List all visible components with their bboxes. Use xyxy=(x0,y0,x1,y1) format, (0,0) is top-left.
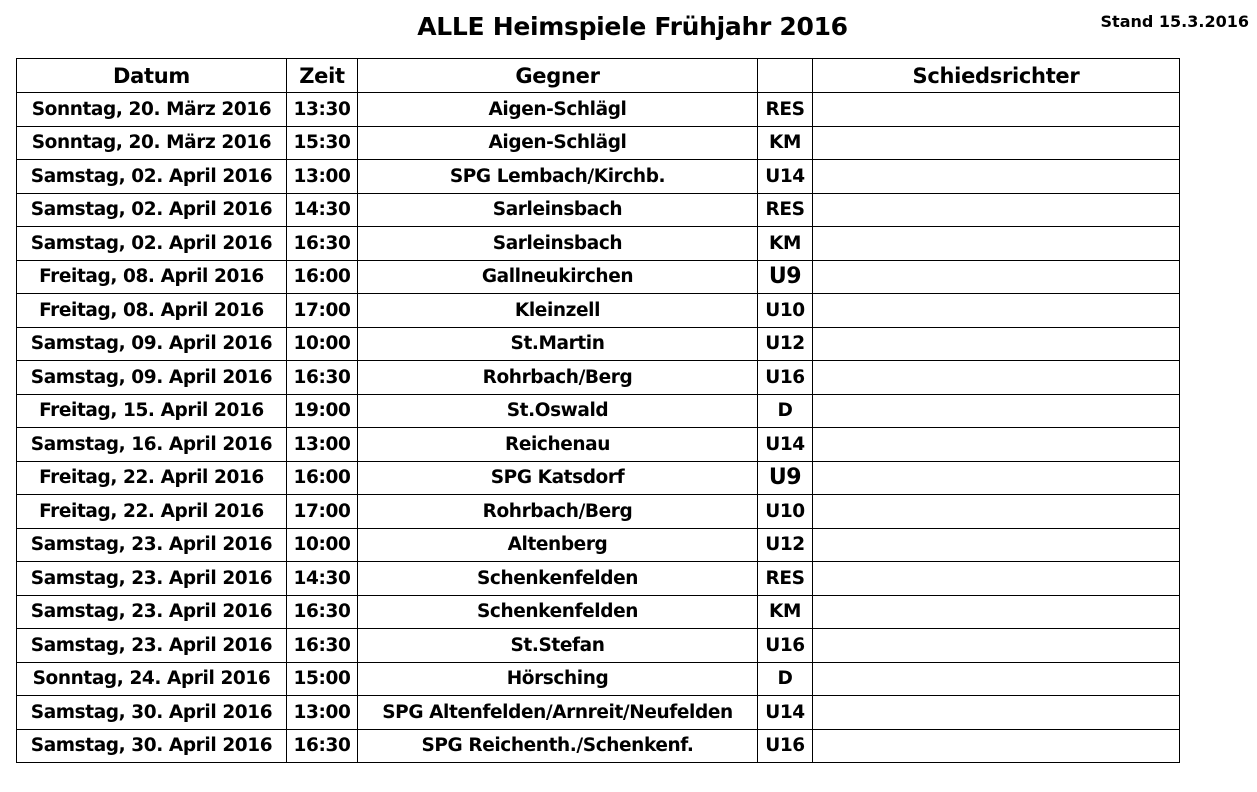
schiedsrichter-cell xyxy=(813,327,1180,361)
gegner-cell: Gallneukirchen xyxy=(358,260,758,294)
schiedsrichter-cell xyxy=(813,193,1180,227)
datum-cell: Samstag, 23. April 2016 xyxy=(17,629,287,663)
table-row xyxy=(17,93,1180,127)
table-row xyxy=(17,629,1180,663)
zeit-cell: 19:00 xyxy=(287,394,358,428)
table-row xyxy=(17,595,1180,629)
datum-cell: Sonntag, 20. März 2016 xyxy=(17,93,287,127)
gegner-cell: St.Oswald xyxy=(358,394,758,428)
zeit-cell: 15:00 xyxy=(287,662,358,696)
schiedsrichter-cell xyxy=(813,260,1180,294)
gegner-cell: Hörsching xyxy=(358,662,758,696)
datum-cell: Samstag, 02. April 2016 xyxy=(17,227,287,261)
table-row xyxy=(17,428,1180,462)
schiedsrichter-cell xyxy=(813,394,1180,428)
team-cell: KM xyxy=(758,227,813,261)
datum-cell: Samstag, 23. April 2016 xyxy=(17,562,287,596)
header-team xyxy=(758,59,813,93)
datum-cell: Sonntag, 20. März 2016 xyxy=(17,126,287,160)
gegner-cell: Sarleinsbach xyxy=(358,193,758,227)
table-row xyxy=(17,294,1180,328)
schedule-body xyxy=(17,93,1180,763)
team-cell: U16 xyxy=(758,361,813,395)
gegner-cell: Reichenau xyxy=(358,428,758,462)
table-row xyxy=(17,662,1180,696)
gegner-cell: Altenberg xyxy=(358,528,758,562)
gegner-cell: SPG Reichenth./Schenkenf. xyxy=(358,729,758,763)
team-cell: D xyxy=(758,394,813,428)
gegner-cell: Schenkenfelden xyxy=(358,562,758,596)
header-zeit: Zeit xyxy=(287,59,358,93)
schiedsrichter-cell xyxy=(813,729,1180,763)
table-row xyxy=(17,227,1180,261)
table-row xyxy=(17,361,1180,395)
team-cell: RES xyxy=(758,562,813,596)
gegner-cell: SPG Altenfelden/Arnreit/Neufelden xyxy=(358,696,758,730)
team-cell: U12 xyxy=(758,528,813,562)
schiedsrichter-cell xyxy=(813,461,1180,495)
zeit-cell: 16:30 xyxy=(287,361,358,395)
team-cell: D xyxy=(758,662,813,696)
gegner-cell: St.Martin xyxy=(358,327,758,361)
zeit-cell: 17:00 xyxy=(287,495,358,529)
table-row xyxy=(17,729,1180,763)
gegner-cell: Aigen-Schlägl xyxy=(358,126,758,160)
datum-cell: Samstag, 02. April 2016 xyxy=(17,160,287,194)
zeit-cell: 14:30 xyxy=(287,193,358,227)
table-row xyxy=(17,562,1180,596)
team-cell: U16 xyxy=(758,729,813,763)
header-datum: Datum xyxy=(17,59,287,93)
team-cell: U10 xyxy=(758,294,813,328)
gegner-cell: SPG Lembach/Kirchb. xyxy=(358,160,758,194)
zeit-cell: 16:30 xyxy=(287,595,358,629)
page-title: ALLE Heimspiele Frühjahr 2016 xyxy=(417,12,848,41)
schiedsrichter-cell xyxy=(813,227,1180,261)
schiedsrichter-cell xyxy=(813,629,1180,663)
gegner-cell: Aigen-Schlägl xyxy=(358,93,758,127)
gegner-cell: Rohrbach/Berg xyxy=(358,361,758,395)
gegner-cell: Schenkenfelden xyxy=(358,595,758,629)
gegner-cell: St.Stefan xyxy=(358,629,758,663)
team-cell: U12 xyxy=(758,327,813,361)
table-row xyxy=(17,495,1180,529)
zeit-cell: 13:00 xyxy=(287,428,358,462)
zeit-cell: 15:30 xyxy=(287,126,358,160)
zeit-cell: 13:00 xyxy=(287,696,358,730)
datum-cell: Samstag, 30. April 2016 xyxy=(17,696,287,730)
schiedsrichter-cell xyxy=(813,696,1180,730)
datum-cell: Samstag, 09. April 2016 xyxy=(17,361,287,395)
header-schiedsrichter: Schiedsrichter xyxy=(813,59,1180,93)
datum-cell: Sonntag, 24. April 2016 xyxy=(17,662,287,696)
header-row xyxy=(17,59,1180,93)
zeit-cell: 16:00 xyxy=(287,461,358,495)
datum-cell: Samstag, 16. April 2016 xyxy=(17,428,287,462)
table-row xyxy=(17,394,1180,428)
zeit-cell: 13:00 xyxy=(287,160,358,194)
table-row xyxy=(17,260,1180,294)
schiedsrichter-cell xyxy=(813,160,1180,194)
team-cell: U10 xyxy=(758,495,813,529)
zeit-cell: 14:30 xyxy=(287,562,358,596)
zeit-cell: 16:30 xyxy=(287,629,358,663)
schiedsrichter-cell xyxy=(813,662,1180,696)
table-row xyxy=(17,696,1180,730)
team-cell: KM xyxy=(758,126,813,160)
header-gegner: Gegner xyxy=(358,59,758,93)
zeit-cell: 16:30 xyxy=(287,227,358,261)
team-cell: KM xyxy=(758,595,813,629)
schiedsrichter-cell xyxy=(813,562,1180,596)
team-cell: U9 xyxy=(758,461,813,495)
datum-cell: Freitag, 08. April 2016 xyxy=(17,294,287,328)
team-cell: U14 xyxy=(758,160,813,194)
datum-cell: Samstag, 23. April 2016 xyxy=(17,595,287,629)
zeit-cell: 16:00 xyxy=(287,260,358,294)
team-cell: U9 xyxy=(758,260,813,294)
table-row xyxy=(17,193,1180,227)
schiedsrichter-cell xyxy=(813,93,1180,127)
datum-cell: Freitag, 15. April 2016 xyxy=(17,394,287,428)
table-row xyxy=(17,126,1180,160)
datum-cell: Samstag, 02. April 2016 xyxy=(17,193,287,227)
schiedsrichter-cell xyxy=(813,595,1180,629)
team-cell: U16 xyxy=(758,629,813,663)
team-cell: RES xyxy=(758,193,813,227)
gegner-cell: Sarleinsbach xyxy=(358,227,758,261)
zeit-cell: 10:00 xyxy=(287,327,358,361)
schiedsrichter-cell xyxy=(813,294,1180,328)
gegner-cell: Kleinzell xyxy=(358,294,758,328)
team-cell: RES xyxy=(758,93,813,127)
stand-date: Stand 15.3.2016 xyxy=(1100,12,1249,31)
schiedsrichter-cell xyxy=(813,126,1180,160)
schedule-table xyxy=(16,58,1180,763)
schiedsrichter-cell xyxy=(813,528,1180,562)
zeit-cell: 10:00 xyxy=(287,528,358,562)
table-row xyxy=(17,160,1180,194)
zeit-cell: 16:30 xyxy=(287,729,358,763)
datum-cell: Freitag, 22. April 2016 xyxy=(17,495,287,529)
team-cell: U14 xyxy=(758,696,813,730)
schiedsrichter-cell xyxy=(813,361,1180,395)
gegner-cell: Rohrbach/Berg xyxy=(358,495,758,529)
datum-cell: Freitag, 08. April 2016 xyxy=(17,260,287,294)
schiedsrichter-cell xyxy=(813,495,1180,529)
team-cell: U14 xyxy=(758,428,813,462)
datum-cell: Samstag, 30. April 2016 xyxy=(17,729,287,763)
zeit-cell: 17:00 xyxy=(287,294,358,328)
datum-cell: Samstag, 09. April 2016 xyxy=(17,327,287,361)
table-row xyxy=(17,461,1180,495)
zeit-cell: 13:30 xyxy=(287,93,358,127)
datum-cell: Freitag, 22. April 2016 xyxy=(17,461,287,495)
gegner-cell: SPG Katsdorf xyxy=(358,461,758,495)
table-row xyxy=(17,528,1180,562)
datum-cell: Samstag, 23. April 2016 xyxy=(17,528,287,562)
table-row xyxy=(17,327,1180,361)
schiedsrichter-cell xyxy=(813,428,1180,462)
